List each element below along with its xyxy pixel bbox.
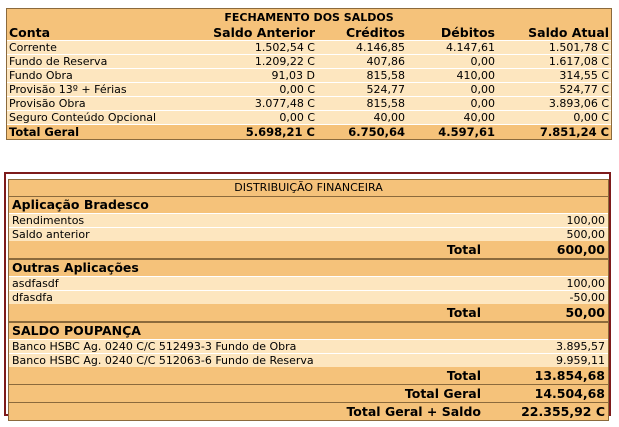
cell-creditos: 4.146,85 bbox=[317, 41, 407, 55]
cell-saldo-atual: 3.893,06 C bbox=[497, 97, 611, 111]
cell-conta: Fundo de Reserva bbox=[7, 55, 167, 69]
section-total-label: Total bbox=[446, 305, 481, 320]
cell-debitos: 0,00 bbox=[407, 55, 497, 69]
cell-creditos: 815,58 bbox=[317, 97, 407, 111]
item-value: -50,00 bbox=[484, 291, 608, 305]
cell-conta: Provisão 13º + Férias bbox=[7, 83, 167, 97]
total-saldo-atual: 7.851,24 C bbox=[497, 125, 611, 140]
total-geral-row bbox=[7, 125, 611, 140]
section-total-row bbox=[9, 367, 608, 385]
distribuicao-financeira-panel bbox=[4, 172, 611, 419]
table-title: FECHAMENTO DOS SALDOS bbox=[224, 11, 394, 24]
section-header bbox=[9, 259, 608, 277]
table-row bbox=[7, 97, 611, 111]
section-total-label: Total bbox=[446, 242, 481, 257]
table-title: DISTRIBUIÇÃO FINANCEIRA bbox=[9, 180, 608, 197]
list-item bbox=[9, 277, 608, 291]
cell-conta: Corrente bbox=[7, 41, 167, 55]
cell-debitos: 4.147,61 bbox=[407, 41, 497, 55]
total-geral-label: Total Geral bbox=[9, 385, 484, 403]
fechamento-dos-saldos-table bbox=[6, 8, 612, 140]
cell-creditos: 40,00 bbox=[317, 111, 407, 125]
cell-saldo-anterior: 0,00 C bbox=[167, 83, 317, 97]
cell-saldo-atual: 314,55 C bbox=[497, 69, 611, 83]
header-debitos: Débitos bbox=[440, 25, 495, 40]
section-total-value: 13.854,68 bbox=[484, 367, 608, 385]
table-row bbox=[7, 55, 611, 69]
total-geral-saldo-value: 22.355,92 C bbox=[521, 404, 606, 419]
item-label: dfasdfa bbox=[9, 291, 484, 305]
cell-debitos: 0,00 bbox=[407, 97, 497, 111]
section-total-row bbox=[9, 241, 608, 259]
list-item bbox=[9, 291, 608, 305]
cell-creditos: 407,86 bbox=[317, 55, 407, 69]
item-value: 3.895,57 bbox=[484, 340, 608, 354]
item-value: 100,00 bbox=[484, 214, 608, 228]
header-row bbox=[7, 25, 611, 41]
header-conta: Conta bbox=[9, 25, 51, 40]
list-item bbox=[9, 340, 608, 354]
total-saldo-anterior: 5.698,21 C bbox=[167, 125, 317, 140]
table-row bbox=[7, 111, 611, 125]
item-value: 100,00 bbox=[484, 277, 608, 291]
item-value: 500,00 bbox=[484, 228, 608, 242]
table-row bbox=[7, 69, 611, 83]
cell-debitos: 40,00 bbox=[407, 111, 497, 125]
cell-debitos: 0,00 bbox=[407, 83, 497, 97]
list-item bbox=[9, 354, 608, 368]
total-geral-value: 14.504,68 bbox=[484, 385, 608, 403]
distribuicao-financeira-table bbox=[8, 179, 609, 421]
table-row bbox=[7, 83, 611, 97]
list-item bbox=[9, 228, 608, 242]
header-saldo-anterior: Saldo Anterior bbox=[213, 25, 315, 40]
header-creditos: Créditos bbox=[345, 25, 405, 40]
cell-saldo-anterior: 91,03 D bbox=[167, 69, 317, 83]
cell-saldo-atual: 524,77 C bbox=[497, 83, 611, 97]
cell-conta: Provisão Obra bbox=[7, 97, 167, 111]
table-row bbox=[7, 41, 611, 55]
cell-conta: Fundo Obra bbox=[7, 69, 167, 83]
cell-saldo-anterior: 0,00 C bbox=[167, 111, 317, 125]
section-header bbox=[9, 197, 608, 214]
cell-saldo-atual: 0,00 C bbox=[497, 111, 611, 125]
item-label: asdfasdf bbox=[9, 277, 484, 291]
cell-conta: Seguro Conteúdo Opcional bbox=[7, 111, 167, 125]
list-item bbox=[9, 214, 608, 228]
section-header bbox=[9, 322, 608, 340]
section-title: Outras Aplicações bbox=[9, 259, 608, 277]
cell-saldo-atual: 1.617,08 C bbox=[497, 55, 611, 69]
cell-creditos: 524,77 bbox=[317, 83, 407, 97]
item-label: Banco HSBC Ag. 0240 C/C 512063-6 Fundo de Reserva bbox=[9, 354, 484, 368]
total-geral-saldo-label: Total Geral + Saldo bbox=[346, 404, 481, 419]
total-creditos: 6.750,64 bbox=[317, 125, 407, 140]
cell-saldo-anterior: 1.209,22 C bbox=[167, 55, 317, 69]
item-label: Banco HSBC Ag. 0240 C/C 512493-3 Fundo de Obra bbox=[9, 340, 484, 354]
total-label: Total Geral bbox=[7, 125, 167, 140]
total-geral-row bbox=[9, 385, 608, 403]
section-title: Aplicação Bradesco bbox=[12, 197, 149, 212]
cell-saldo-anterior: 3.077,48 C bbox=[167, 97, 317, 111]
section-total-row bbox=[9, 304, 608, 322]
cell-creditos: 815,58 bbox=[317, 69, 407, 83]
header-saldo-atual: Saldo Atual bbox=[528, 25, 610, 40]
section-total-label: Total bbox=[389, 367, 484, 385]
item-value: 9.959,11 bbox=[484, 354, 608, 368]
section-title: SALDO POUPANÇA bbox=[9, 322, 608, 340]
item-label: Rendimentos bbox=[9, 214, 484, 228]
cell-debitos: 410,00 bbox=[407, 69, 497, 83]
section-total-value: 50,00 bbox=[565, 305, 606, 320]
section-total-value: 600,00 bbox=[556, 242, 606, 257]
cell-saldo-anterior: 1.502,54 C bbox=[167, 41, 317, 55]
total-debitos: 4.597,61 bbox=[407, 125, 497, 140]
cell-saldo-atual: 1.501,78 C bbox=[497, 41, 611, 55]
item-label: Saldo anterior bbox=[9, 228, 484, 242]
total-geral-saldo-row bbox=[9, 403, 608, 421]
